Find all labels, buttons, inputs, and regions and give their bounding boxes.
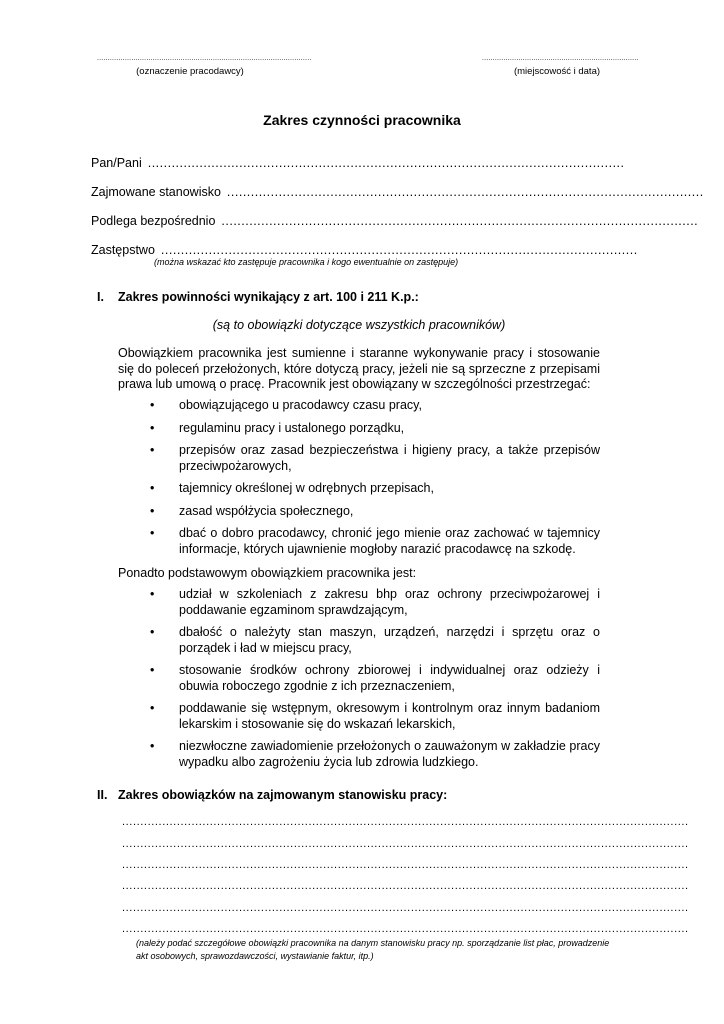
list-item-text: zasad współżycia społecznego, <box>179 503 354 518</box>
duty-line: ........................................................................................................................................................... <box>122 880 689 892</box>
field-supervisor-blank: ........................................................................................................................ <box>221 214 699 228</box>
section2-number: II. <box>97 788 108 802</box>
duty-line: ........................................................................................................................................................... <box>122 902 689 914</box>
list-item-text: regulaminu pracy i ustalonego porządku, <box>179 420 405 435</box>
list-item-text: udział w szkoleniach z zakresu bhp oraz ochrony przeciwpożarowej i poddawanie egzaminom sprawdzającym, <box>179 587 600 617</box>
section1-title: Zakres powinności wynikający z art. 100 i 211 K.p.: <box>118 290 419 304</box>
list-item <box>118 526 600 557</box>
field-position <box>91 185 704 199</box>
list-item <box>118 587 600 618</box>
duty-line: ........................................................................................................................................................... <box>122 838 689 850</box>
field-substitution-blank: ........................................................................................................................ <box>160 243 638 257</box>
field-supervisor <box>91 214 699 228</box>
place-date-dots-line: ......................................................................... <box>482 55 639 62</box>
list-item <box>118 663 600 694</box>
section2-footnote: (należy podać szczegółowe obowiązki pracownika na danym stanowisku pracy np. sporządzanie list płac, prowadzenie akt osobowych, sprawozdawczości, wystawianie faktur, itp.) <box>136 938 610 961</box>
list-item <box>118 701 600 732</box>
field-position-blank: ........................................................................................................................ <box>226 185 704 199</box>
list-item <box>118 421 600 437</box>
section1-intro: Obowiązkiem pracownika jest sumienne i staranne wykonywanie pracy i stosowanie się do poleceń przełożonych, które dotyczą pracy, jeżeli nie są sprzeczne z przepisami prawa lub umową o pracę. Pracownik jest obowiązany w szczególności przestrzegać: <box>118 346 600 391</box>
bullet-icon: • <box>150 420 155 435</box>
bullet-icon: • <box>150 481 155 495</box>
list-item <box>118 625 600 656</box>
place-date-caption: (miejscowość i data) <box>513 66 601 77</box>
bullet-icon: • <box>150 587 155 601</box>
list-item-text: poddawanie się wstępnym, okresowym i kontrolnym oraz innym badaniom lekarskim i stosowanie się do wskazań lekarskich, <box>179 701 600 731</box>
list-item-text: stosowanie środków ochrony zbiorowej i indywidualnej oraz odzieży i obuwia roboczego zgodnie z ich przeznaczeniem, <box>179 663 600 693</box>
field-name-label: Pan/Pani <box>91 156 142 170</box>
bullet-icon: • <box>150 526 155 540</box>
field-substitution <box>91 243 638 257</box>
bullet-icon: • <box>150 503 155 518</box>
list-item <box>118 504 600 520</box>
section1-number: I. <box>97 290 104 304</box>
field-name-blank: ........................................................................................................................ <box>147 156 625 170</box>
bullet-icon: • <box>150 625 155 639</box>
bullet-icon: • <box>150 739 155 753</box>
list-item <box>118 443 600 474</box>
document-title: Zakres czynności pracownika <box>263 112 461 128</box>
duty-line: ........................................................................................................................................................... <box>122 923 689 935</box>
list-item-text: niezwłoczne zawiadomienie przełożonych o zauważonym w zakładzie pracy wypadku albo zagrożeniu życia lub zdrowia ludzkiego. <box>179 739 600 769</box>
field-substitution-label: Zastępstwo <box>91 243 155 257</box>
list-item <box>118 398 600 414</box>
duty-line: ........................................................................................................................................................... <box>122 859 689 871</box>
field-supervisor-label: Podlega bezpośrednio <box>91 214 216 228</box>
employer-caption: (oznaczenie pracodawcy) <box>136 66 244 77</box>
bullet-icon: • <box>150 443 155 457</box>
section1-intro2: Ponadto podstawowym obowiązkiem pracownika jest: <box>118 566 417 580</box>
duty-line: ........................................................................................................................................................... <box>122 816 689 828</box>
bullet-icon: • <box>150 701 155 715</box>
section1-bullet-list-1 <box>118 398 600 564</box>
field-position-label: Zajmowane stanowisko <box>91 185 221 199</box>
list-item <box>118 481 600 497</box>
list-item-text: dbałość o należyty stan maszyn, urządzeń, narzędzi i sprzętu oraz o porządek i ład w miejscu pracy, <box>179 625 600 655</box>
section2-title: Zakres obowiązków na zajmowanym stanowisku pracy: <box>118 788 448 802</box>
list-item <box>118 739 600 770</box>
list-item-text: tajemnicy określonej w odrębnych przepisach, <box>179 481 434 495</box>
section1-subtitle: (są to obowiązki dotyczące wszystkich pracowników) <box>212 318 506 332</box>
bullet-icon: • <box>150 663 155 677</box>
section1-bullet-list-2 <box>118 587 600 777</box>
list-item-text: obowiązującego u pracodawcy czasu pracy, <box>179 398 422 412</box>
field-name <box>91 156 625 170</box>
bullet-icon: • <box>150 398 155 412</box>
list-item-text: dbać o dobro pracodawcy, chronić jego mienie oraz zachować w tajemnicy informacje, których ujawnienie mogłoby narazić pracodawcę na szkodę. <box>179 526 600 556</box>
substitution-note: (można wskazać kto zastępuje pracownika i kogo ewentualnie on zastępuje) <box>154 257 459 267</box>
list-item-text: przepisów oraz zasad bezpieczeństwa i higieny pracy, a także przepisów przeciwpożarowych, <box>179 443 600 473</box>
employer-dots-line: .................................................................................................... <box>97 55 312 62</box>
